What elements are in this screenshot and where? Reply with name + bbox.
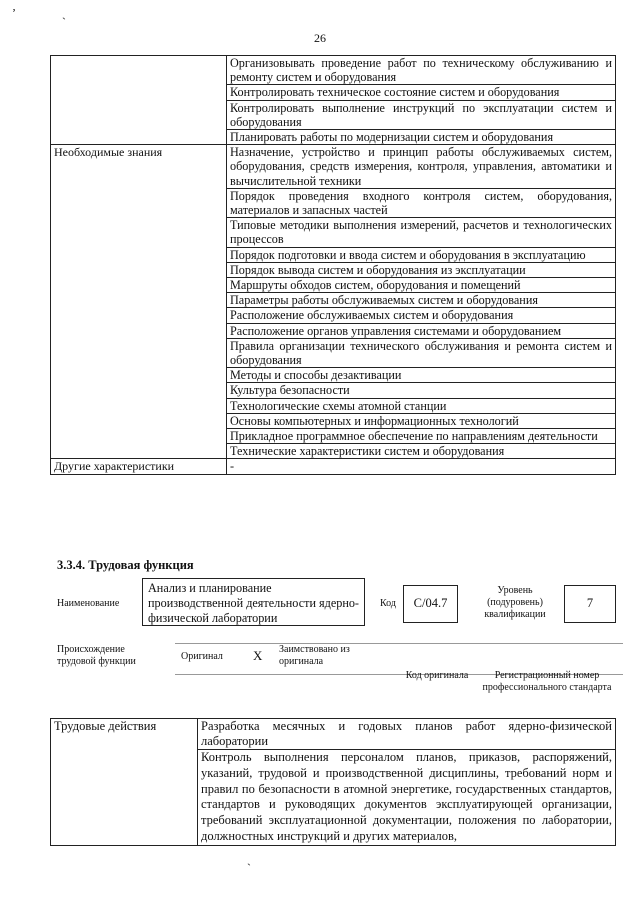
row-label: Необходимые знания bbox=[51, 145, 227, 459]
table-cell: Контролировать выполнение инструкций по эксплуатации систем и оборудования bbox=[227, 100, 616, 129]
original-checkmark: X bbox=[253, 648, 263, 663]
function-name: Анализ и планирование производственной деятельности ядерно-физической лаборатории bbox=[148, 581, 359, 625]
labor-actions-label: Трудовые действия bbox=[51, 719, 198, 846]
function-name-box bbox=[142, 578, 365, 626]
skills-knowledge-table bbox=[50, 55, 616, 475]
function-code: C/04.7 bbox=[413, 596, 448, 610]
scan-mark-right: ˎ bbox=[62, 6, 66, 20]
labor-action-cell: Контроль выполнения персоналом планов, приказов, распоряжений, указаний, трудовой и производственной дисциплины, требований норм и правил по безопасности в атомной энергетике, государственных стандартов, стандартов и руководящих документов эксплуатирующей организации, требований эксплуатационной документации, положения по лаборатории, должностных инструкций и других материалов, bbox=[198, 750, 616, 846]
table-cell: Назначение, устройство и принцип работы обслуживаемых систем, оборудования, средств измерения, контроля, управления, автоматики и вычислительной техники bbox=[227, 145, 616, 189]
name-label: Наименование bbox=[57, 598, 120, 609]
borrowed-label: Заимствовано из оригинала bbox=[279, 644, 350, 667]
table-cell: Культура безопасности bbox=[227, 383, 616, 398]
code-label: Код bbox=[380, 598, 396, 609]
table-cell: Маршруты обходов систем, оборудования и помещений bbox=[227, 278, 616, 293]
scan-mark-bottom: ˎ bbox=[247, 852, 251, 866]
table-cell: - bbox=[227, 459, 616, 474]
table-cell: Прикладное программное обеспечение по направлениям деятельности bbox=[227, 429, 616, 444]
scan-mark-left: ʼ bbox=[12, 6, 16, 20]
section-heading: 3.3.4. Трудовая функция bbox=[57, 558, 194, 572]
table-cell: Методы и способы дезактивации bbox=[227, 368, 616, 383]
function-code-box bbox=[403, 585, 458, 623]
registration-number-label: Регистрационный номер профессионального стандарта bbox=[482, 670, 612, 693]
qualification-level-label: Уровень (подуровень) квалификации bbox=[484, 585, 546, 620]
page-number: 26 bbox=[314, 31, 326, 45]
labor-action-cell: Разработка месячных и годовых планов работ ядерно-физической лаборатории bbox=[198, 719, 616, 750]
row-label: Другие характеристики bbox=[51, 459, 227, 474]
table-cell: Параметры работы обслуживаемых систем и оборудования bbox=[227, 293, 616, 308]
origin-label: Происхождение трудовой функции bbox=[57, 644, 136, 667]
table-cell: Организовывать проведение работ по техническому обслуживанию и ремонту систем и оборудования bbox=[227, 56, 616, 85]
table-cell: Порядок проведения входного контроля систем, оборудования, материалов и запасных частей bbox=[227, 188, 616, 217]
origin-code-label: Код оригинала bbox=[405, 670, 469, 681]
table-cell: Технические характеристики систем и оборудования bbox=[227, 444, 616, 459]
table-cell: Планировать работы по модернизации систем и оборудования bbox=[227, 130, 616, 145]
table-cell: Порядок подготовки и ввода систем и оборудования в эксплуатацию bbox=[227, 247, 616, 262]
table-cell: Контролировать техническое состояние систем и оборудования bbox=[227, 85, 616, 100]
table-cell: Типовые методики выполнения измерений, расчетов и технологических процессов bbox=[227, 218, 616, 247]
labor-actions-table bbox=[50, 718, 616, 846]
original-label: Оригинал bbox=[181, 651, 223, 662]
table-cell: Технологические схемы атомной станции bbox=[227, 398, 616, 413]
table-cell: Расположение обслуживаемых систем и оборудования bbox=[227, 308, 616, 323]
table-cell: Основы компьютерных и информационных технологий bbox=[227, 413, 616, 428]
qualification-level: 7 bbox=[586, 596, 594, 610]
table-cell: Порядок вывода систем и оборудования из эксплуатации bbox=[227, 262, 616, 277]
table-cell: Правила организации технического обслуживания и ремонта систем и оборудования bbox=[227, 338, 616, 367]
table-cell: Расположение органов управления системами и оборудованием bbox=[227, 323, 616, 338]
qualification-level-box bbox=[564, 585, 616, 623]
row-label bbox=[51, 56, 227, 145]
